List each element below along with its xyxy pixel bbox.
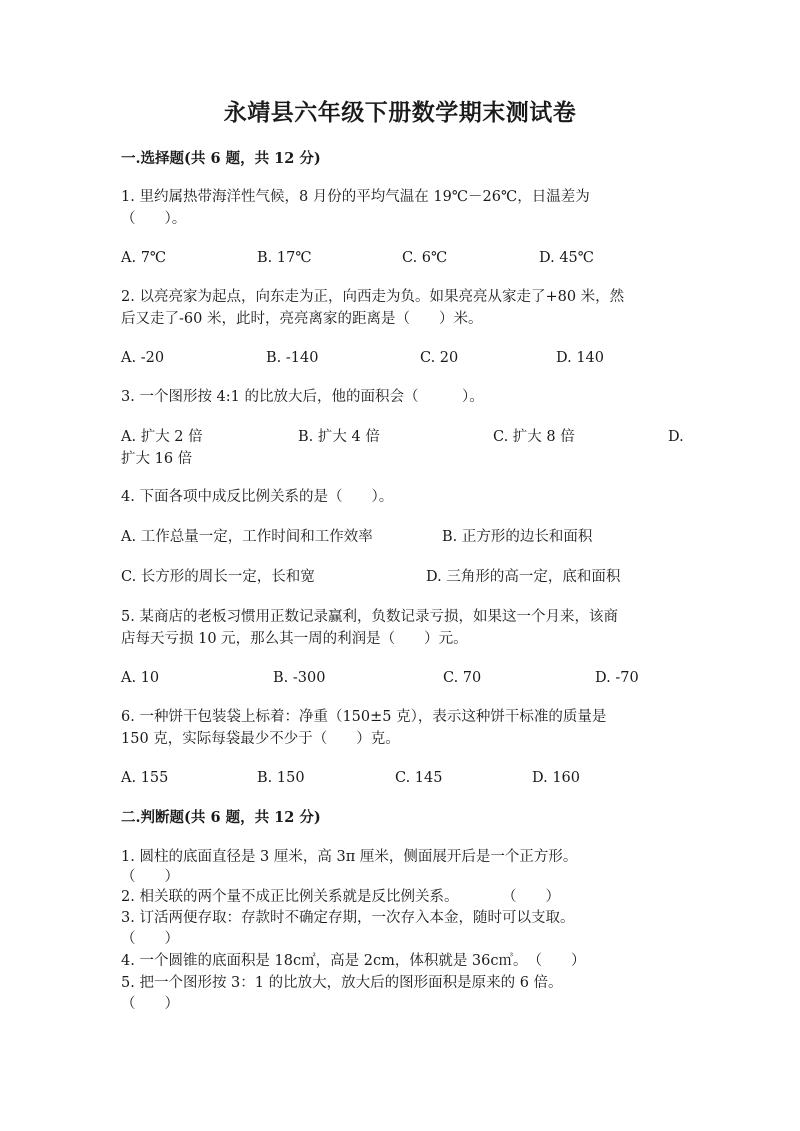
question-3-option-d: D. [668, 429, 684, 445]
judge-4: 4. 一个圆锥的底面积是 18c㎡，高是 2cm，体积就是 36c㎥。 （ ） [121, 953, 586, 969]
question-3-line-1: 3. 一个图形按 4:1 的比放大后，他的面积会（ ）。 [121, 389, 484, 405]
question-2-option-d: D. 140 [556, 350, 605, 366]
question-4-option-b: B. 正方形的边长和面积 [442, 529, 593, 545]
judge-2: 2. 相关联的两个量不成正比例关系就是反比例关系。 （ ） [121, 889, 560, 905]
question-5-option-d: D. -70 [595, 670, 639, 686]
judge-1-line-2: （ ） [121, 869, 179, 885]
question-1-line-2: （ ）。 [121, 211, 187, 227]
section-1-heading: 一.选择题(共 6 题，共 12 分) [121, 150, 321, 167]
judge-3-line-1: 3. 订活两便存取：存款时不确定存期，一次存入本金，随时可以支取。 [121, 910, 575, 926]
question-2-option-a: A. -20 [121, 350, 165, 366]
question-4-option-d: D. 三角形的高一定，底和面积 [426, 569, 621, 585]
question-6-line-2: 150 克，实际每袋最少不少于（ ）克。 [121, 731, 400, 747]
question-5-line-1: 5. 某商店的老板习惯用正数记录赢利，负数记录亏损，如果这一个月来，该商 [121, 609, 618, 625]
section-2-heading: 二.判断题(共 6 题，共 12 分) [121, 809, 321, 826]
question-3-option-d-text: 扩大 16 倍 [121, 451, 193, 467]
judge-5-line-2: （ ） [121, 996, 179, 1012]
question-2-line-1: 2. 以亮亮家为起点，向东走为正，向西走为负。如果亮亮从家走了+80 米，然 [121, 289, 625, 305]
question-6-option-d: D. 160 [532, 770, 581, 786]
judge-1-line-1: 1. 圆柱的底面直径是 3 厘米，高 3π 厘米，侧面展开后是一个正方形。 [121, 849, 578, 865]
question-6-option-b: B. 150 [257, 770, 305, 786]
question-2-line-2: 后又走了-60 米，此时，亮亮离家的距离是（ ）米。 [121, 311, 483, 327]
question-4-option-a: A. 工作总量一定，工作时间和工作效率 [121, 529, 373, 545]
question-1-option-d: D. 45℃ [539, 250, 594, 266]
judge-5-line-1: 5. 把一个图形按 3：1 的比放大，放大后的图形面积是原来的 6 倍。 [121, 975, 563, 991]
question-6-option-c: C. 145 [395, 770, 443, 786]
question-1-line-1: 1. 里约属热带海洋性气候，8 月份的平均气温在 19℃－26℃，日温差为 [121, 189, 590, 205]
question-6-option-a: A. 155 [121, 770, 169, 786]
question-3-option-a: A. 扩大 2 倍 [121, 429, 203, 445]
question-5-option-a: A. 10 [121, 670, 160, 686]
question-2-option-c: C. 20 [420, 350, 459, 366]
question-4-line-1: 4. 下面各项中成反比例关系的是（ ）。 [121, 489, 394, 505]
question-1-option-c: C. 6℃ [402, 250, 448, 266]
question-1-option-b: B. 17℃ [257, 250, 312, 266]
question-3-option-c: C. 扩大 8 倍 [493, 429, 575, 445]
question-5-option-b: B. -300 [273, 670, 326, 686]
question-4-option-c: C. 长方形的周长一定，长和宽 [121, 569, 315, 585]
judge-3-line-2: （ ） [121, 931, 179, 947]
question-5-line-2: 店每天亏损 10 元，那么其一周的利润是（ ）元。 [121, 631, 468, 647]
exam-title: 永靖县六年级下册数学期末测试卷 [223, 99, 577, 126]
question-6-line-1: 6. 一种饼干包装袋上标着：净重（150±5 克），表示这种饼干标准的质量是 [121, 709, 607, 725]
question-5-option-c: C. 70 [443, 670, 482, 686]
question-1-option-a: A. 7℃ [121, 250, 167, 266]
question-3-option-b: B. 扩大 4 倍 [298, 429, 380, 445]
question-2-option-b: B. -140 [266, 350, 319, 366]
